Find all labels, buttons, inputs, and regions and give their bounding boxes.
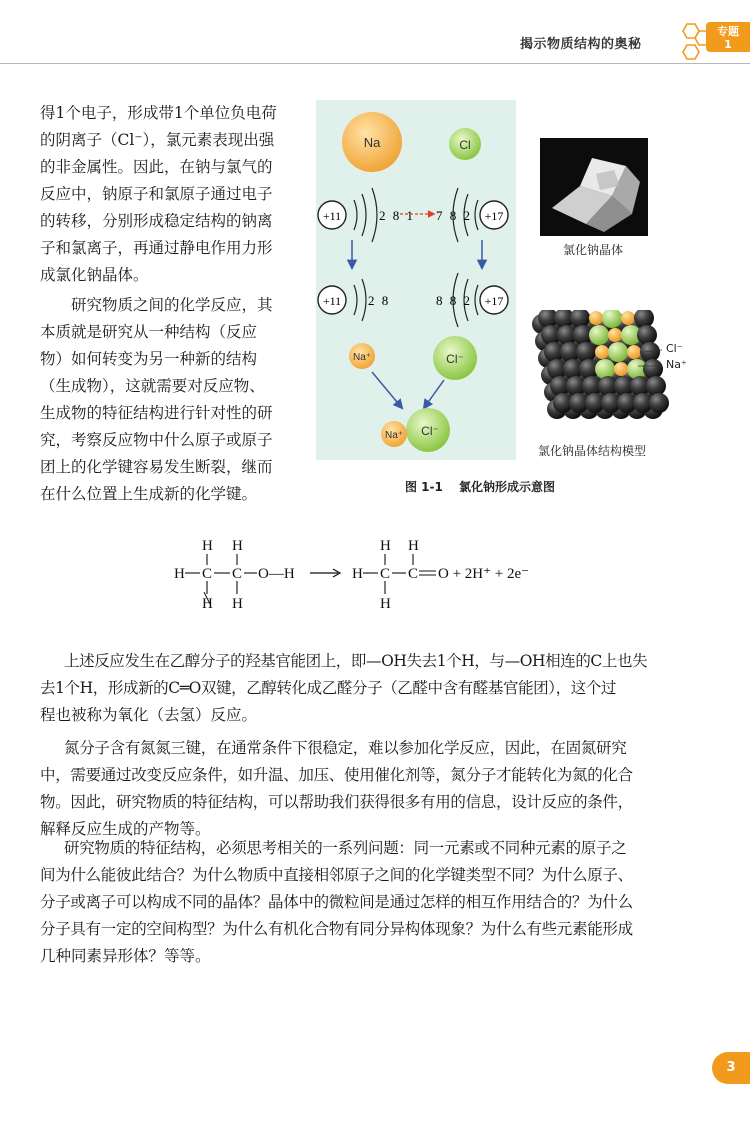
eq-p-h-top-2: H: [408, 538, 419, 554]
text-line: 团上的化学键容易发生断裂，继而: [40, 458, 273, 476]
nacl-na-label: Na⁺: [384, 430, 404, 441]
cl-combine-arrow: [424, 380, 444, 408]
chapter-tab-number: 1: [724, 38, 732, 51]
text-line: （生成物），这就需要对反应物、: [40, 377, 265, 395]
lattice-ion-sphere: [589, 325, 609, 345]
reaction-study-paragraph: [40, 292, 273, 508]
eq-oh-group: O—H: [258, 566, 295, 582]
lattice-ion-sphere: [608, 328, 622, 342]
text-line: 间为什么能彼此结合？为什么物质中直接相邻原子之间的化学键类型不同？为什么原子、: [40, 866, 633, 884]
lattice-cl-label: Cl⁻: [666, 342, 683, 355]
lattice-ion-sphere: [649, 393, 669, 413]
na-shell-config: 2 8 1: [379, 208, 415, 223]
eq-p-h-bottom: H: [380, 596, 391, 612]
lattice-ion-sphere: [614, 362, 628, 376]
eq-products: O + 2H⁺ + 2e⁻: [438, 566, 530, 582]
ethanol-bonds: [185, 554, 257, 604]
text-line: 分子或离子可以构成不同的晶体？晶体中的微粒间是通过怎样的相互作用结合的？为什么: [40, 893, 633, 911]
na-electron-shells: [354, 188, 377, 242]
text-line: 研究物质的特征结构，必须思考相关的一系列问题：同一元素或不同种元素的原子之: [64, 839, 627, 857]
eq-c-2: C: [232, 566, 243, 582]
structure-questions-paragraph: [40, 835, 633, 970]
eq-p-h-left: H: [352, 566, 363, 582]
lattice-ion-sphere: [643, 359, 663, 379]
text-line: 的阴离子（Cl⁻），氯元素表现出强: [40, 131, 275, 149]
text-line: 物。因此，研究物质的特征结构，可以帮助我们获得很多有用的信息，设计反应的条件，: [40, 793, 633, 811]
cl-nucleus-charge: +17: [484, 209, 504, 223]
eq-h-bottom-2: H: [232, 596, 243, 612]
lattice-ion-sphere: [589, 311, 603, 325]
text-line: 生成物的特征结构进行针对性的研: [40, 404, 273, 422]
text-line: 子和氯离子，再通过静电作用力形: [40, 239, 273, 257]
lattice-ion-sphere: [595, 359, 615, 379]
ethanol-reaction-paragraph: [40, 648, 647, 729]
eq-h-left: H: [174, 566, 185, 582]
intro-paragraph: [40, 100, 277, 289]
chapter-tab-label: 专题: [717, 25, 739, 38]
page-number: 3: [712, 1052, 750, 1084]
eq-c-1: C: [202, 566, 213, 582]
eq-h-top-2: H: [232, 538, 243, 554]
text-line: 几种同素异形体？等等。: [40, 947, 211, 965]
lattice-na-label: Na⁺: [666, 358, 687, 371]
text-line: 在什么位置上生成新的化学键。: [40, 485, 258, 503]
text-line: 解释反应生成的产物等。: [40, 820, 211, 838]
text-line: 去1个H，形成新的C═O双键，乙醇转化成乙醛分子（乙醛中含有醛基官能团），这个过: [40, 679, 617, 697]
na-combine-arrow: [372, 372, 402, 408]
nacl-lattice-model: [528, 310, 688, 440]
text-line: 成氯化钠晶体。: [40, 266, 149, 284]
cl-ion-shell-config: 8 8 2: [436, 293, 472, 308]
text-line: 上述反应发生在乙醇分子的羟基官能团上，即—OH失去1个H，与—OH相连的C上也失: [64, 652, 648, 670]
lattice-ion-sphere: [595, 345, 609, 359]
eq-p-c-2: C: [408, 566, 419, 582]
acetaldehyde-bonds: [363, 554, 436, 594]
eq-h-bottom-1: H: [202, 596, 213, 612]
lattice-ion-sphere: [627, 345, 641, 359]
text-line: 分子具有一定的空间构型？为什么有机化合物有同分异构体现象？为什么有些元素能形成: [40, 920, 633, 938]
lattice-ion-sphere: [637, 325, 657, 345]
figure-number: 图 1-1: [405, 480, 443, 494]
cl-shell-config: 7 8 2: [436, 208, 472, 223]
nacl-crystal-photo: [540, 138, 648, 236]
text-line: 究，考察反应物中什么原子或原子: [40, 431, 273, 449]
nacl-cl-label: Cl⁻: [421, 424, 439, 438]
ethanol-oxidation-equation: [170, 532, 550, 612]
text-line: 中，需要通过改变反应条件，如升温、加压、使用催化剂等，氮分子才能转化为氮的化合: [40, 766, 633, 784]
lattice-ion-sphere: [640, 342, 660, 362]
figure-title: 氯化钠形成示意图: [459, 480, 556, 494]
text-line: 程也被称为氧化（去氢）反应。: [40, 706, 258, 724]
cl-atom-label: Cl: [459, 138, 471, 152]
text-line: 反应中，钠原子和氯原子通过电子: [40, 185, 273, 203]
eq-p-c-1: C: [380, 566, 391, 582]
text-line: 本质就是研究从一种结构（反应: [40, 323, 258, 341]
lattice-ion-sphere: [608, 342, 628, 362]
eq-p-h-top-1: H: [380, 538, 391, 554]
na-nucleus-charge: +11: [322, 209, 342, 223]
cl-ion-nucleus-charge: +17: [484, 294, 504, 308]
na-ion-nucleus-charge: +11: [322, 294, 342, 308]
crystal-photo-caption: 氯化钠晶体: [563, 243, 624, 257]
na-ion-shell-config: 2 8: [368, 293, 391, 308]
na-ion-shells: [354, 279, 366, 321]
lattice-ion-sphere: [576, 342, 596, 362]
text-line: 得1个电子，形成带1个单位负电荷: [40, 104, 277, 122]
chapter-title: 揭示物质结构的奥秘: [520, 37, 642, 52]
text-line: 的非金属性。因此，在钠与氯气的: [40, 158, 273, 176]
lattice-model-caption: 氯化钠晶体结构模型: [538, 444, 647, 458]
nacl-formation-diagram: [316, 100, 516, 460]
chapter-tab: [706, 22, 750, 52]
lattice-ion-sphere: [646, 376, 666, 396]
na-ion-label: Na⁺: [352, 352, 372, 363]
nitrogen-paragraph: [40, 735, 633, 843]
header-rule: [0, 63, 750, 64]
na-atom-label: Na: [363, 135, 381, 150]
cl-ion-label: Cl⁻: [446, 352, 464, 366]
lattice-ion-sphere: [621, 311, 635, 325]
text-line: 研究物质之间的化学反应，其: [71, 296, 273, 314]
eq-h-top-1: H: [202, 538, 213, 554]
text-line: 氮分子含有氮氮三键，在通常条件下很稳定，难以参加化学反应，因此，在固氮研究: [64, 739, 627, 757]
text-line: 物）如何转变为另一种新的结构: [40, 350, 258, 368]
figure-caption: [405, 478, 555, 495]
text-line: 的转移，分别形成稳定结构的钠离: [40, 212, 273, 230]
